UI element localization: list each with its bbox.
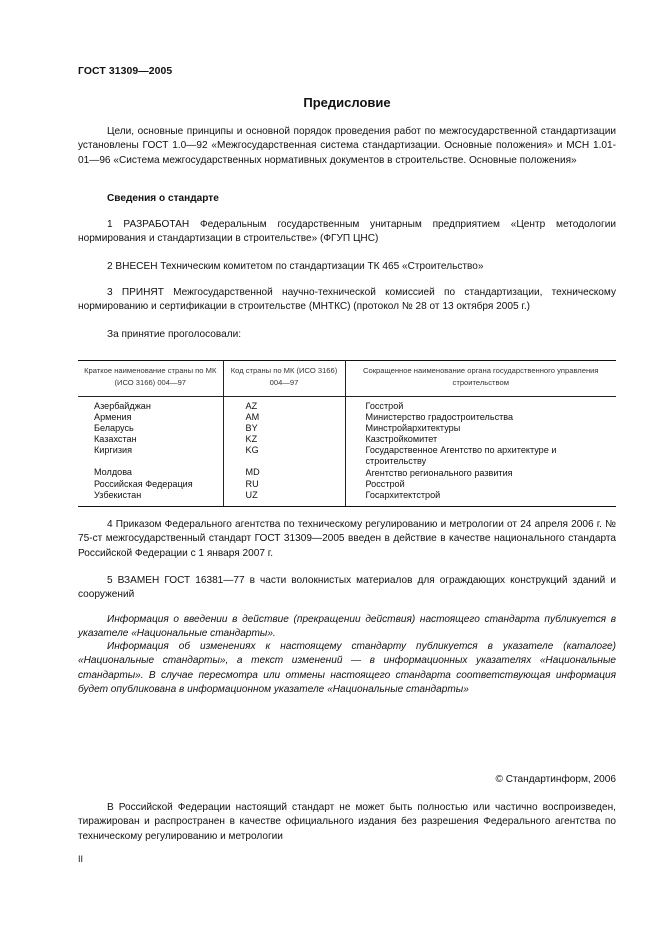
code-cell: AZ <box>245 401 258 411</box>
body-cell: Госстрой <box>365 401 404 411</box>
country-cell: Молдова <box>94 467 132 478</box>
item-4: 4 Приказом Федерального агентства по техническому регулированию и метрологии от 24 апреля 2006 г. № 75-ст межгосударственный стандарт ГОСТ 31309—2005 введен в действие в качестве национального стандарта Российской Федерации с 1 января 2007 г. <box>78 519 616 559</box>
item-5: 5 ВЗАМЕН ГОСТ 16381—77 в части волокнистых материалов для ограждающих конструкций зданий и сооружений <box>78 575 616 601</box>
code-cell: RU <box>245 478 259 489</box>
info-italic-1: Информация о введении в действие (прекращении действия) настоящего стандарта публикуется в указателе «Национальные стандарты». <box>78 614 616 640</box>
code-column <box>223 397 345 507</box>
body-column <box>345 397 616 507</box>
column-header-country: Краткое наименование страны по МК (ИСО 3166) 004—97 <box>78 361 223 397</box>
code-cell: MD <box>245 467 260 478</box>
body-cell: Минстройархитектуры <box>365 423 461 434</box>
code-cell: KZ <box>245 434 258 445</box>
page-number: II <box>78 854 84 864</box>
country-cell: Казахстан <box>94 434 137 445</box>
country-cell: Беларусь <box>94 423 134 434</box>
country-column <box>78 397 223 507</box>
info-heading: Сведения о стандарте <box>107 193 219 204</box>
code-cell: UZ <box>245 489 258 500</box>
country-cell: Азербайджан <box>94 401 151 411</box>
intro-paragraph: Цели, основные принципы и основной порядок проведения работ по межгосударственной стандартизации установлены ГОСТ 1.0—92 «Межгосударственная система стандартизации. Основные положения» и МСН 1.01-01—96 «Система межгосударственных нормативных документов в строительстве. Основные положения» <box>78 126 616 166</box>
info-italic-2: Информация об изменениях к настоящему стандарту публикуется в указателе (каталоге) «Национальные стандарты», а текст изменений — в информационных указателях «Национальные стандарты». В случае пересмотра или отмены настоящего стандарта соответствующая информация будет опубликована в информационном указателе «Национальные стандарты» <box>78 641 616 696</box>
body-cell: Государственное Агентство по архитектуре и строительству <box>365 445 557 467</box>
country-cell: Киргизия <box>94 445 133 456</box>
code-cell: BY <box>245 423 258 434</box>
copyright-notice: © Стандартинформ, 2006 <box>495 774 616 785</box>
column-header-body: Сокращенное наименование органа государственного управления строительством <box>345 361 616 397</box>
body-cell: Казстройкомитет <box>365 434 438 445</box>
code-cell: KG <box>245 445 259 456</box>
page-title: Предисловие <box>303 95 391 110</box>
item-2: 2 ВНЕСЕН Техническим комитетом по стандартизации ТК 465 «Строительство» <box>107 261 484 272</box>
country-cell: Узбекистан <box>94 489 142 500</box>
item-1: 1 РАЗРАБОТАН Федеральным государственным унитарным предприятием «Центр методологии нормирования и стандартизации в строительстве» (ФГУП ЦНС) <box>78 219 616 245</box>
body-cell: Росстрой <box>365 478 405 489</box>
code-cell: AM <box>245 412 260 423</box>
table-header-row <box>78 361 616 397</box>
rights-paragraph: В Российской Федерации настоящий стандарт не может быть полностью или частично воспроизведен, тиражирован и распространен в качестве официального издания без разрешения Федерального агентства по техническому регулированию и метрологии <box>78 802 616 842</box>
country-cell: Армения <box>94 412 132 423</box>
country-cell: Российская Федерация <box>94 478 193 489</box>
column-header-code: Код страны по МК (ИСО 3166) 004—97 <box>223 361 345 397</box>
voting-table <box>78 360 616 507</box>
voted-label: За принятие проголосовали: <box>107 329 242 340</box>
body-cell: Агентство регионального развития <box>365 467 513 478</box>
body-cell: Госархитектстрой <box>365 489 441 500</box>
document-header: ГОСТ 31309—2005 <box>78 66 173 77</box>
table-body-row <box>78 397 616 507</box>
item-3: 3 ПРИНЯТ Межгосударственной научно-технической комиссией по стандартизации, техническому нормированию и сертификации в строительстве (МНТКС) (протокол № 28 от 13 октября 2005 г.) <box>78 287 616 313</box>
body-cell: Министерство градостроительства <box>365 412 514 423</box>
